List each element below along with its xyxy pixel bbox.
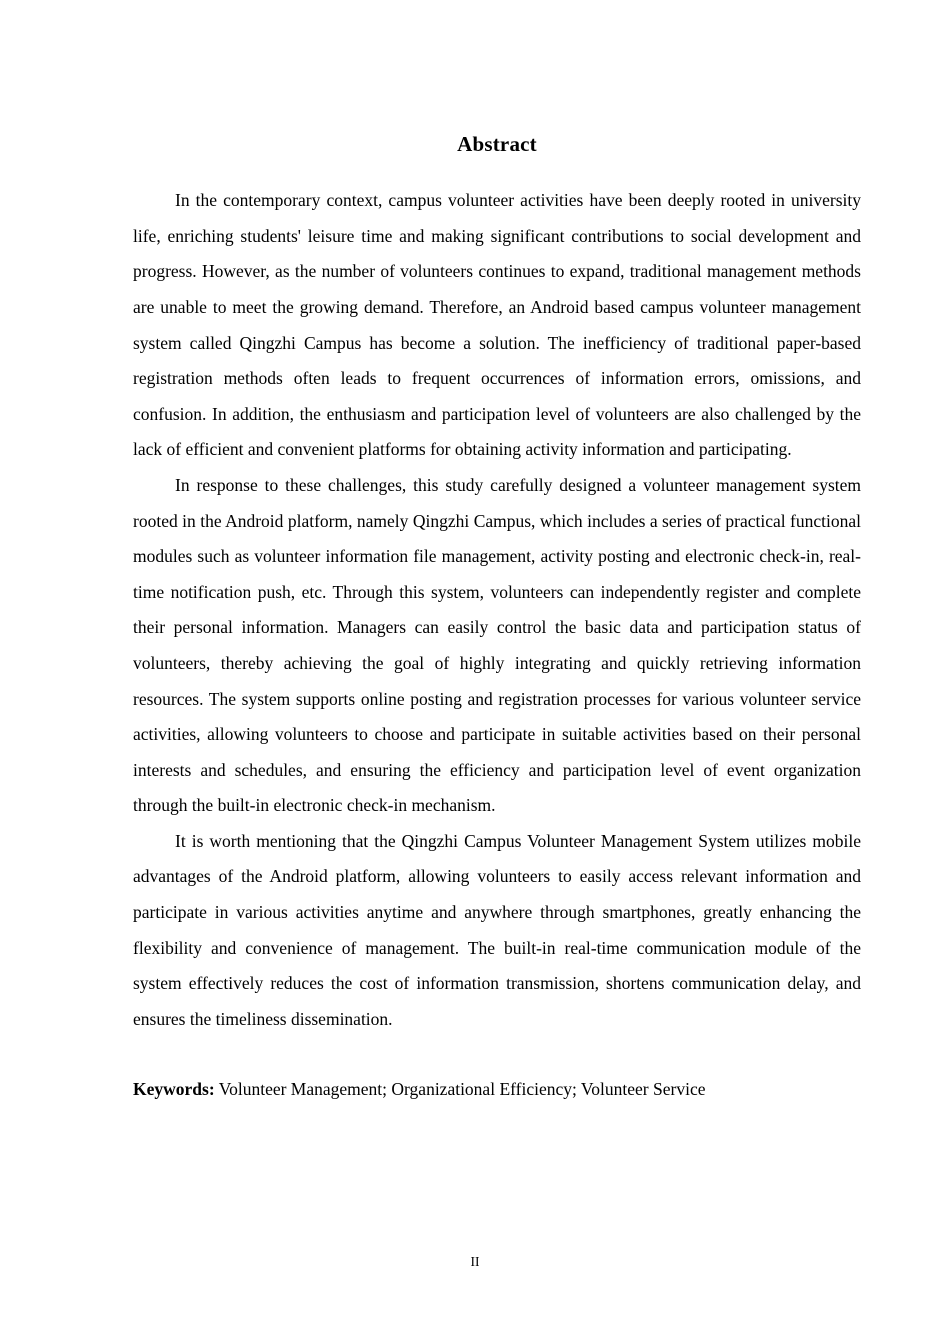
keywords-line	[133, 1072, 861, 1108]
keywords-value: Volunteer Management; Organizational Efficiency; Volunteer Service	[214, 1079, 706, 1100]
abstract-paragraph-3: It is worth mentioning that the Qingzhi Campus Volunteer Management System utilizes mobile advantages of the Android platform, allowing volunteers to easily access relevant information and participate in various activities anytime and anywhere through smartphones, greatly enhancing the flexibility and convenience of management. The built-in real-time communication module of the system effectively reduces the cost of information transmission, shortens communication delay, and ensures the timeliness dissemination.	[133, 830, 861, 1029]
abstract-paragraph-2: In response to these challenges, this study carefully designed a volunteer management system rooted in the Android platform, namely Qingzhi Campus, which includes a series of practical functional modules such as volunteer information file management, activity posting and electronic check-in, real-time notification push, etc. Through this system, volunteers can independently register and complete their personal information. Managers can easily control the basic data and participation status of volunteers, thereby achieving the goal of highly integrating and quickly retrieving information resources. The system supports online posting and registration processes for various volunteer service activities, allowing volunteers to choose and participate in suitable activities based on their personal interests and schedules, and ensuring the efficiency and participation level of event organization through the built-in electronic check-in mechanism.	[133, 474, 861, 816]
document-body	[133, 132, 861, 1108]
abstract-paragraph-1: In the contemporary context, campus volunteer activities have been deeply rooted in university life, enriching students' leisure time and making significant contributions to social development and progress. However, as the number of volunteers continues to expand, traditional management methods are unable to meet the growing demand. Therefore, an Android based campus volunteer management system called Qingzhi Campus has become a solution. The inefficiency of traditional paper-based registration methods often leads to frequent occurrences of information errors, omissions, and confusion. In addition, the enthusiasm and participation level of volunteers are also challenged by the lack of efficient and convenient platforms for obtaining activity information and participating.	[133, 190, 861, 460]
page-title: Abstract	[457, 132, 537, 156]
page-number: II	[470, 1254, 480, 1269]
keywords-label: Keywords:	[133, 1079, 215, 1100]
